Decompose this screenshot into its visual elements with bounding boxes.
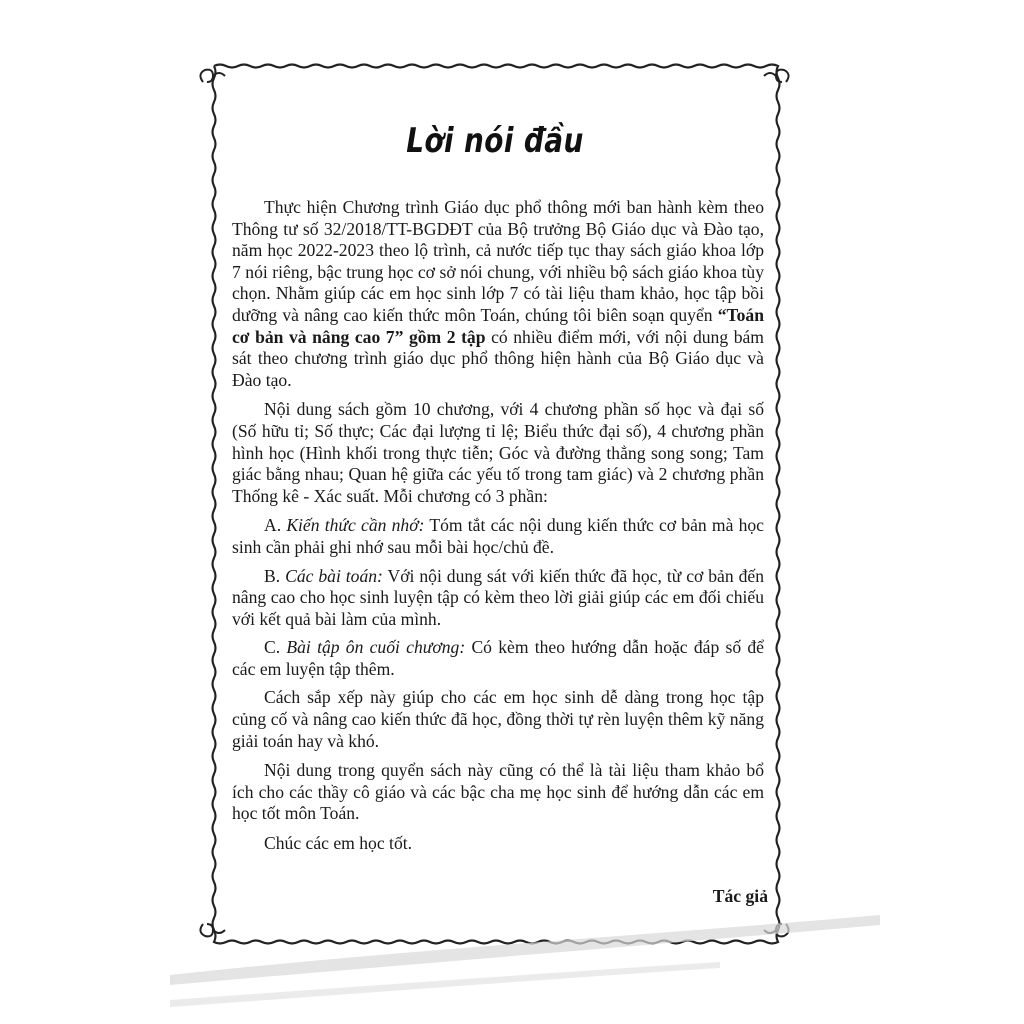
paragraph-audience: Nội dung trong quyển sách này cũng có thể là tài liệu tham khảo bổ ích cho các thầy cô giáo và các bậc cha mẹ học sinh để hướng dẫn các em học tốt môn Toán.: [232, 760, 764, 824]
paragraph-part-c: C. Bài tập ôn cuối chương: Có kèm theo hướng dẫn hoặc đáp số để các em luyện tập thêm.: [232, 637, 764, 679]
paragraph-contents: Nội dung sách gồm 10 chương, với 4 chương phần số học và đại số (Số hữu tỉ; Số thực; Các đại lượng tỉ lệ; Biểu thức đại số), 4 chương phần hình học (Hình khối trong thực tiễn; Góc và đường thẳng song song; Tam giác bằng nhau; Quan hệ giữa các yếu tố trong tam giác) và 2 chương phần Thống kê - Xác suất. Mỗi chương có 3 phần:: [232, 399, 764, 506]
paragraph-closing: Chúc các em học tốt.: [264, 833, 413, 854]
preface-body: [232, 197, 764, 863]
book-title-bold: “Toán cơ bản và nâng cao 7” gồm 2 tập: [232, 304, 764, 347]
page-title: Lời nói đầu: [406, 121, 584, 161]
paragraph-arrangement: Cách sắp xếp này giúp cho các em học sinh dễ dàng trong học tập củng cố và nâng cao kiến thức đã học, đồng thời tự rèn luyện thêm kỹ năng giải toán hay và khó.: [232, 687, 764, 751]
paragraph-part-b: B. Các bài toán: Với nội dung sát với kiến thức đã học, từ cơ bản đến nâng cao cho học sinh luyện tập có kèm theo lời giải giúp các em đối chiếu với kết quả bài làm của mình.: [232, 565, 764, 629]
paragraph-intro: Thực hiện Chương trình Giáo dục phổ thông mới ban hành kèm theo Thông tư số 32/2018/TT-BGDĐT của Bộ trưởng Bộ Giáo dục và Đào tạo, năm học 2022-2023 theo lộ trình, cả nước tiếp tục thay sách giáo khoa lớp 7 nói riêng, bậc trung học cơ sở nói chung, với nhiều bộ sách giáo khoa tùy chọn. Nhằm giúp các em học sinh lớp 7 có tài liệu tham khảo, học tập bồi dưỡng và nâng cao kiến thức môn Toán, chúng tôi biên soạn quyển “Toán cơ bản và nâng cao 7” gồm 2 tập có nhiều điểm mới, với nội dung bám sát theo chương trình giáo dục phổ thông hiện hành của Bộ Giáo dục và Đào tạo.: [232, 197, 764, 390]
paragraph-part-a: A. Kiến thức cần nhớ: Tóm tắt các nội dung kiến thức cơ bản mà học sinh cần phải ghi nhớ sau mỗi bài học/chủ đề.: [232, 515, 764, 557]
author-signature: Tác giả: [712, 886, 768, 906]
